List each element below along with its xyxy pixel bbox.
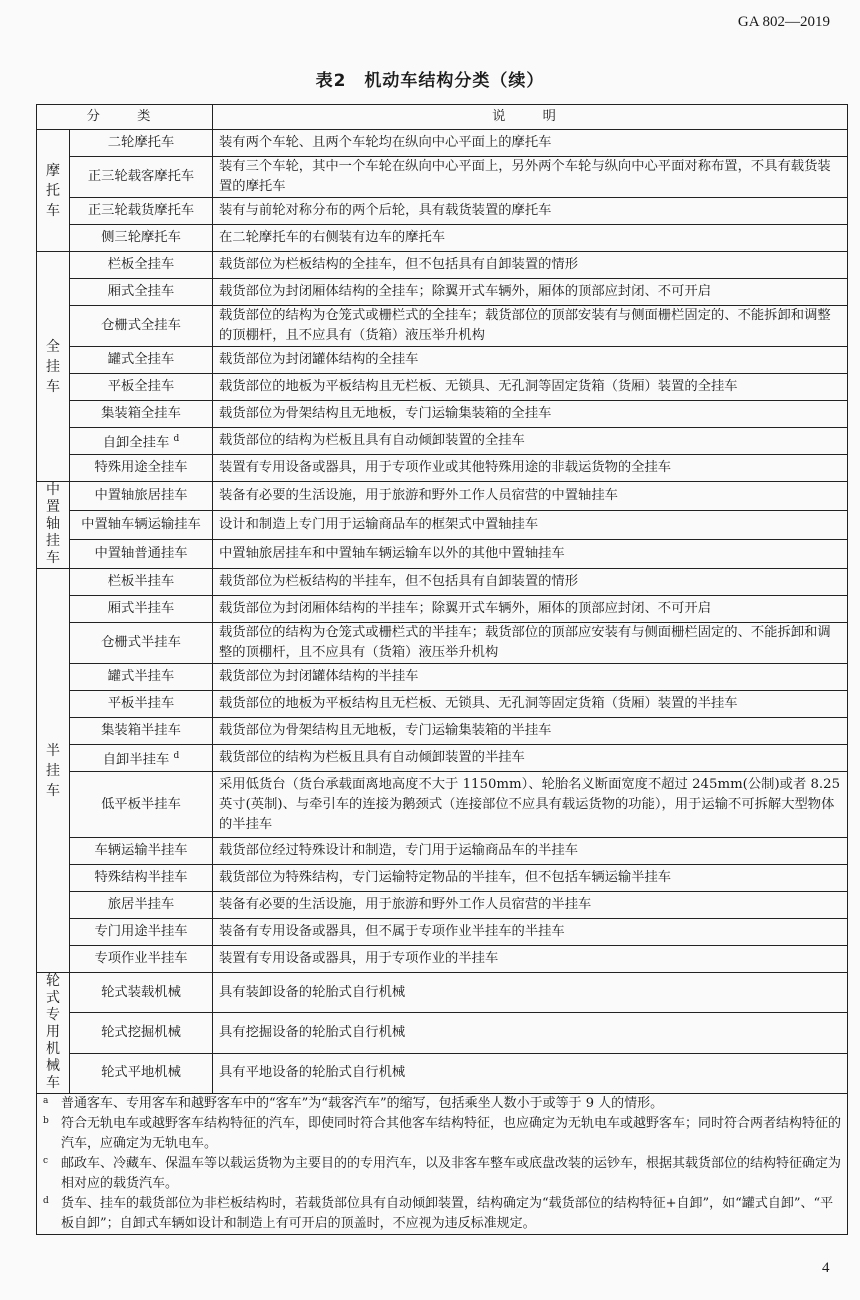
vehicle-type-text: 车辆运输半挂车: [94, 843, 188, 858]
table-row: [37, 279, 848, 306]
table-row: [37, 401, 848, 428]
group-label-text: 中置轴挂车: [46, 482, 60, 566]
vehicle-type-name: [70, 374, 213, 401]
vehicle-type-text: 专项作业半挂车: [94, 951, 188, 966]
footnotes: [37, 1094, 848, 1235]
table-row: [37, 838, 848, 865]
vehicle-type-description: 中置轴旅居挂车和中置轴车辆运输车以外的其他中置轴挂车: [213, 540, 848, 569]
vehicle-type-name: [70, 865, 213, 892]
group-label: [37, 252, 70, 482]
table-row: [37, 157, 848, 198]
vehicle-type-name: [70, 718, 213, 745]
table-row: [37, 664, 848, 691]
footnote-mark: d: [43, 1196, 49, 1206]
vehicle-type-name: [70, 225, 213, 252]
vehicle-type-text: 罐式全挂车: [107, 352, 175, 367]
vehicle-type-description: 载货部位的地板为平板结构且无栏板、无锁具、无孔洞等固定货箱（货厢）装置的全挂车: [213, 374, 848, 401]
vehicle-type-text: 特殊结构半挂车: [94, 870, 188, 885]
vehicle-type-description: 载货部位为骨架结构且无地板，专门运输集装箱的半挂车: [213, 718, 848, 745]
vehicle-type-text: 低平板半挂车: [101, 796, 181, 812]
table-row: [37, 718, 848, 745]
vehicle-type-text: 自卸全挂车: [102, 435, 170, 451]
table-row: [37, 198, 848, 225]
table-row: [37, 973, 848, 1013]
vehicle-type-description: 载货部位经过特殊设计和制造，专门用于运输商品车的半挂车: [213, 838, 848, 865]
vehicle-type-name: [70, 973, 213, 1013]
vehicle-type-description: 载货部位的结构为仓笼式或栅栏式的全挂车；载货部位的顶部安装有与侧面栅栏固定的、不能拆卸和调整的顶棚杆，且不应具有（货箱）液压举升机构: [213, 306, 848, 347]
group-label: [37, 482, 70, 569]
table-row: [37, 691, 848, 718]
group-label: [37, 569, 70, 973]
vehicle-type-description: 载货部位的结构为栏板且具有自动倾卸装置的半挂车: [213, 745, 848, 772]
vehicle-type-description: 载货部位为封闭罐体结构的半挂车: [213, 664, 848, 691]
vehicle-type-text: 轮式挖掘机械: [101, 1024, 181, 1040]
vehicle-type-text: 自卸半挂车: [102, 752, 170, 768]
table-row: [37, 511, 848, 540]
vehicle-type-description: 载货部位为封闭罐体结构的全挂车: [213, 347, 848, 374]
vehicle-type-name: [70, 511, 213, 540]
vehicle-type-name: [70, 198, 213, 225]
vehicle-type-text: 仓栅式全挂车: [101, 318, 181, 333]
table-row: [37, 252, 848, 279]
vehicle-type-name: [70, 745, 213, 772]
vehicle-type-description: 在二轮摩托车的右侧装有边车的摩托车: [213, 225, 848, 252]
header-description: 说 明: [213, 105, 848, 130]
vehicle-type-name: [70, 347, 213, 374]
vehicle-type-text: 轮式平地机械: [101, 1065, 181, 1081]
vehicle-type-description: 采用低货台（货台承载面离地高度不大于 1150mm）、轮胎名义断面宽度不超过 245mm(公制)或者 8.25 英寸(英制)、与牵引车的连接为鹅颈式（连接部位不应具有载运货物的功能），用于运输不可拆解大型物体的半挂车: [213, 772, 848, 838]
vehicle-type-name: [70, 772, 213, 838]
vehicle-structure-table: [36, 104, 848, 1235]
vehicle-type-name: [70, 540, 213, 569]
vehicle-type-name: [70, 252, 213, 279]
table-row: [37, 919, 848, 946]
group-label-text: 轮式专用机械车: [46, 973, 60, 1091]
vehicle-type-name: [70, 623, 213, 664]
vehicle-type-text: 侧三轮摩托车: [101, 230, 181, 245]
header-category: 分 类: [37, 105, 213, 130]
table-row: [37, 540, 848, 569]
footnote-text: 普通客车、专用客车和越野客车中的“客车”为“载客汽车”的缩写，包括乘坐人数小于或等于 9 人的情形。: [61, 1096, 664, 1111]
table-row: [37, 225, 848, 252]
vehicle-type-name: [70, 130, 213, 157]
vehicle-type-description: 载货部位为封闭厢体结构的半挂车；除翼开式车辆外，厢体的顶部应封闭、不可开启: [213, 596, 848, 623]
vehicle-type-text: 平板半挂车: [107, 696, 175, 711]
vehicle-type-description: 设计和制造上专门用于运输商品车的框架式中置轴挂车: [213, 511, 848, 540]
table-header-row: [37, 105, 848, 130]
vehicle-type-description: 载货部位为骨架结构且无地板，专门运输集装箱的全挂车: [213, 401, 848, 428]
vehicle-type-description: 装备有专用设备或器具，但不属于专项作业半挂车的半挂车: [213, 919, 848, 946]
footnote-text: 货车、挂车的载货部位为非栏板结构时，若载货部位具有自动倾卸装置，结构确定为“载货部位的结构特征+自卸”，如“罐式自卸”、“平板自卸”；自卸式车辆如设计和制造上有可开启的顶盖时，不应视为违反标准规定。: [61, 1196, 834, 1231]
vehicle-type-name: [70, 157, 213, 198]
footnote-item: [43, 1114, 841, 1154]
vehicle-type-name: [70, 1013, 213, 1053]
vehicle-type-description: 装置有专用设备或器具，用于专项作业的半挂车: [213, 946, 848, 973]
footnote-ref: d: [173, 750, 180, 761]
vehicle-type-description: 载货部位为特殊结构，专门运输特定物品的半挂车，但不包括车辆运输半挂车: [213, 865, 848, 892]
vehicle-type-text: 平板全挂车: [107, 379, 175, 394]
group-label-text: 全挂车: [46, 338, 60, 395]
vehicle-type-description: 载货部位为栏板结构的全挂车，但不包括具有自卸装置的情形: [213, 252, 848, 279]
table-row: [37, 569, 848, 596]
vehicle-type-description: 装有与前轮对称分布的两个后轮，具有载货装置的摩托车: [213, 198, 848, 225]
vehicle-type-text: 栏板半挂车: [107, 574, 175, 589]
vehicle-type-name: [70, 838, 213, 865]
footnote-item: [43, 1094, 841, 1114]
table-row: [37, 455, 848, 482]
footnote-text: 符合无轨电车或越野客车结构特征的汽车，即使同时符合其他客车结构特征，也应确定为无轨电车或越野客车；同时符合两者结构特征的汽车，应确定为无轨电车。: [61, 1116, 842, 1151]
vehicle-type-text: 罐式半挂车: [107, 669, 175, 684]
table-row: [37, 130, 848, 157]
group-label-text: 摩托车: [46, 162, 60, 219]
vehicle-type-description: 装置有专用设备或器具，用于专项作业或其他特殊用途的非载运货物的全挂车: [213, 455, 848, 482]
vehicle-type-name: [70, 428, 213, 455]
table-row: [37, 1013, 848, 1053]
table-row: [37, 946, 848, 973]
vehicle-type-name: [70, 596, 213, 623]
vehicle-type-description: 具有装卸设备的轮胎式自行机械: [213, 973, 848, 1013]
table-row: [37, 865, 848, 892]
table-row: [37, 596, 848, 623]
standard-number: GA 802—2019: [737, 14, 830, 30]
vehicle-type-description: 装有三个车轮，其中一个车轮在纵向中心平面上，另外两个车轮与纵向中心平面对称布置，不具有载货装置的摩托车: [213, 157, 848, 198]
vehicle-type-description: 载货部位的结构为栏板且具有自动倾卸装置的全挂车: [213, 428, 848, 455]
table-row: [37, 772, 848, 838]
footnote-mark: a: [43, 1096, 49, 1106]
table-row: [37, 374, 848, 401]
vehicle-type-text: 中置轴车辆运输挂车: [81, 517, 201, 532]
vehicle-type-text: 轮式装载机械: [101, 984, 181, 1000]
vehicle-type-text: 特殊用途全挂车: [94, 460, 188, 475]
vehicle-type-name: [70, 946, 213, 973]
vehicle-type-text: 栏板全挂车: [107, 257, 175, 272]
vehicle-type-text: 厢式半挂车: [107, 601, 175, 616]
vehicle-type-text: 厢式全挂车: [107, 284, 175, 299]
vehicle-type-name: [70, 482, 213, 511]
vehicle-type-description: 载货部位的结构为仓笼式或栅栏式的半挂车；载货部位的顶部应安装有与侧面栅栏固定的、不能拆卸和调整的顶棚杆，且不应具有（货箱）液压举升机构: [213, 623, 848, 664]
footnote-item: [43, 1154, 841, 1194]
footnote-ref: d: [173, 433, 180, 444]
footnote-item: [43, 1194, 841, 1234]
vehicle-type-name: [70, 664, 213, 691]
table-row: [37, 482, 848, 511]
footnote-mark: c: [43, 1156, 49, 1166]
vehicle-type-description: 具有挖掘设备的轮胎式自行机械: [213, 1013, 848, 1053]
vehicle-type-description: 载货部位为封闭厢体结构的全挂车；除翼开式车辆外，厢体的顶部应封闭、不可开启: [213, 279, 848, 306]
vehicle-type-name: [70, 691, 213, 718]
vehicle-type-name: [70, 279, 213, 306]
vehicle-type-name: [70, 892, 213, 919]
vehicle-type-text: 中置轴普通挂车: [94, 546, 188, 561]
vehicle-type-text: 中置轴旅居挂车: [94, 488, 188, 503]
table-row: [37, 347, 848, 374]
vehicle-type-text: 正三轮载客摩托车: [87, 169, 195, 184]
vehicle-type-text: 二轮摩托车: [107, 135, 175, 150]
vehicle-type-description: 载货部位的地板为平板结构且无栏板、无锁具、无孔洞等固定货箱（货厢）装置的半挂车: [213, 691, 848, 718]
table-row: [37, 1053, 848, 1093]
vehicle-type-name: [70, 1053, 213, 1093]
vehicle-type-name: [70, 569, 213, 596]
vehicle-type-description: 载货部位为栏板结构的半挂车，但不包括具有自卸装置的情形: [213, 569, 848, 596]
vehicle-type-text: 集装箱全挂车: [101, 406, 181, 421]
group-label: [37, 130, 70, 252]
vehicle-type-text: 仓栅式半挂车: [101, 635, 181, 650]
footnote-mark: b: [43, 1116, 49, 1126]
table-row: [37, 623, 848, 664]
vehicle-type-name: [70, 455, 213, 482]
vehicle-type-description: 具有平地设备的轮胎式自行机械: [213, 1053, 848, 1093]
vehicle-type-text: 正三轮载货摩托车: [87, 203, 195, 218]
vehicle-type-text: 旅居半挂车: [107, 897, 175, 912]
vehicle-type-text: 集装箱半挂车: [101, 723, 181, 738]
vehicle-type-description: 装备有必要的生活设施，用于旅游和野外工作人员宿营的中置轴挂车: [213, 482, 848, 511]
page-number: 4: [822, 1260, 830, 1276]
vehicle-type-name: [70, 919, 213, 946]
table-row: [37, 306, 848, 347]
vehicle-type-name: [70, 306, 213, 347]
vehicle-type-description: 装备有必要的生活设施，用于旅游和野外工作人员宿营的半挂车: [213, 892, 848, 919]
vehicle-type-description: 装有两个车轮、且两个车轮均在纵向中心平面上的摩托车: [213, 130, 848, 157]
footnote-text: 邮政车、冷藏车、保温车等以载运货物为主要目的的专用汽车，以及非客车整车或底盘改装的运钞车，根据其载货部位的结构特征确定为相对应的载货汽车。: [61, 1156, 842, 1191]
vehicle-type-name: [70, 401, 213, 428]
table-row: [37, 428, 848, 455]
group-label: [37, 973, 70, 1094]
table-title: 表2 机动车结构分类（续）: [315, 71, 545, 91]
group-label-text: 半挂车: [46, 742, 60, 799]
footnotes-row: [37, 1094, 848, 1235]
vehicle-type-text: 专门用途半挂车: [94, 924, 188, 939]
table-row: [37, 892, 848, 919]
table-row: [37, 745, 848, 772]
